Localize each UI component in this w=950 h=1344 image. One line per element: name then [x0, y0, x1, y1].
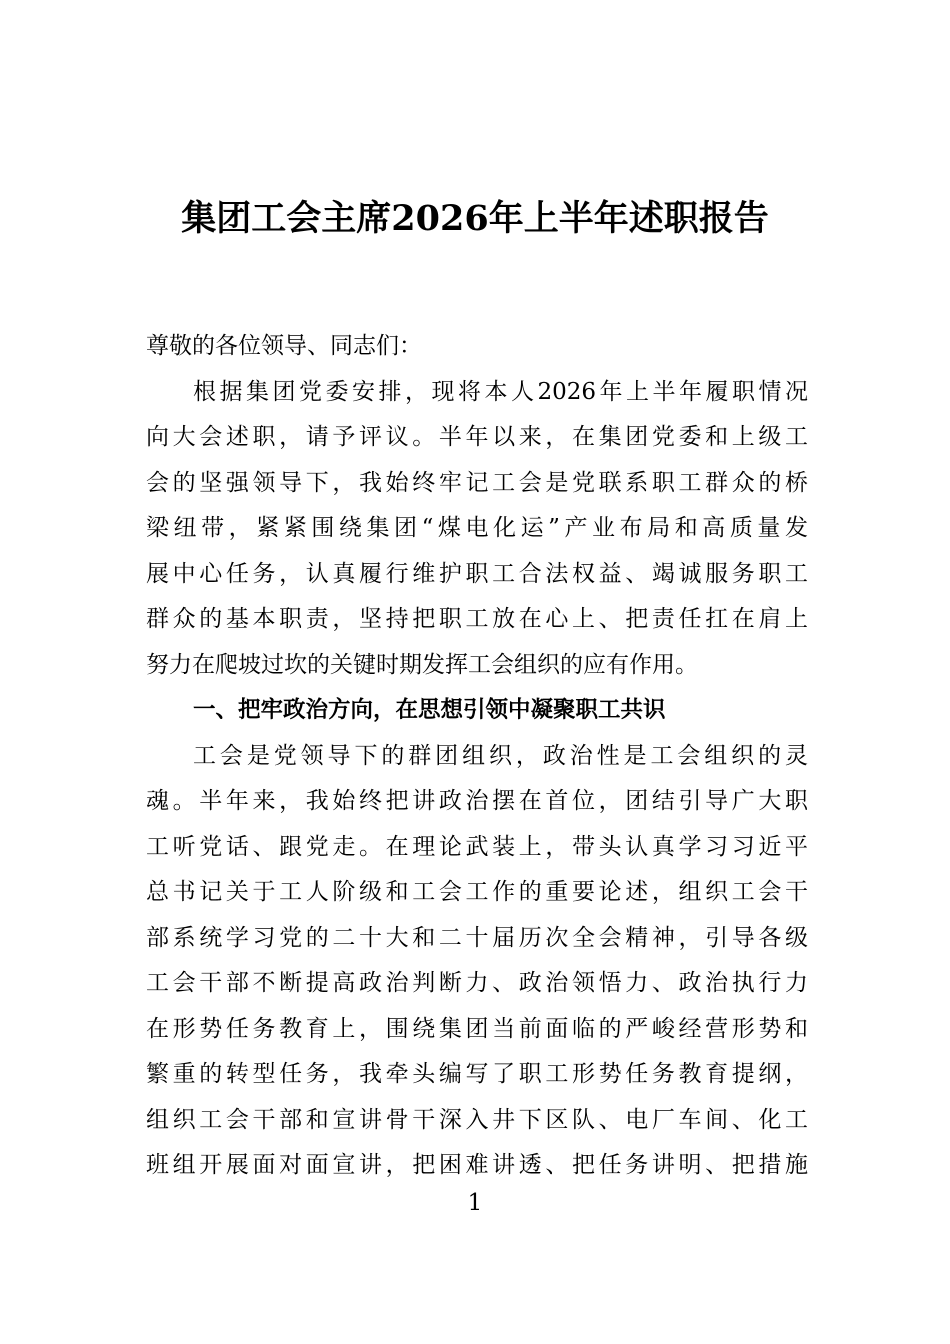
document-body — [146, 324, 808, 1189]
paragraph-1-line-1: 根据集团党委安排，现将本人2026年上半年履职情况 — [193, 378, 808, 405]
paragraph-2-line-9: 组织工会干部和宣讲骨干深入井下区队、电厂车间、化工 — [146, 1106, 808, 1133]
paragraph-2-line-5: 部系统学习党的二十大和二十届历次全会精神，引导各级 — [146, 924, 808, 951]
paragraph-1-line-7: 努力在爬坡过坎的关键时期发挥工会组织的应有作用。 — [146, 651, 698, 678]
paragraph-2-line-3: 工听党话、跟党走。在理论武装上，带头认真学习习近平 — [146, 833, 808, 860]
paragraph-2-line-6: 工会干部不断提高政治判断力、政治领悟力、政治执行力 — [146, 970, 808, 996]
page-number: 1 — [467, 1190, 483, 1216]
paragraph-1-line-5: 展中心任务，认真履行维护职工合法权益、竭诚服务职工 — [146, 560, 808, 587]
paragraph-2-line-10: 班组开展面对面宣讲，把困难讲透、把任务讲明、把措施 — [146, 1152, 808, 1178]
paragraph-2-line-4: 总书记关于工人阶级和工会工作的重要论述，组织工会干 — [146, 879, 808, 905]
paragraph-2-line-1: 工会是党领导下的群团组织，政治性是工会组织的灵 — [193, 742, 808, 769]
paragraph-1-line-6: 群众的基本职责，坚持把职工放在心上、把责任扛在肩上 — [146, 606, 808, 632]
paragraph-2-line-2: 魂。半年来，我始终把讲政治摆在首位，团结引导广大职 — [146, 788, 808, 814]
paragraph-2-line-7: 在形势任务教育上，围绕集团当前面临的严峻经营形势和 — [146, 1015, 808, 1042]
paragraph-1-line-4: 梁纽带，紧紧围绕集团“煤电化运”产业布局和高质量发 — [146, 515, 808, 541]
paragraph-1-line-2: 向大会述职，请予评议。半年以来，在集团党委和上级工 — [146, 424, 808, 450]
paragraph-2-line-8: 繁重的转型任务，我牵头编写了职工形势任务教育提纲， — [146, 1061, 808, 1087]
paragraph-1-line-3: 会的坚强领导下，我始终牢记工会是党联系职工群众的桥 — [146, 469, 808, 496]
section-heading-1: 一、把牢政治方向，在思想引领中凝聚职工共识 — [193, 697, 666, 723]
document-title: 集团工会主席2026年上半年述职报告 — [181, 198, 769, 239]
salutation: 尊敬的各位领导、同志们： — [146, 333, 422, 359]
